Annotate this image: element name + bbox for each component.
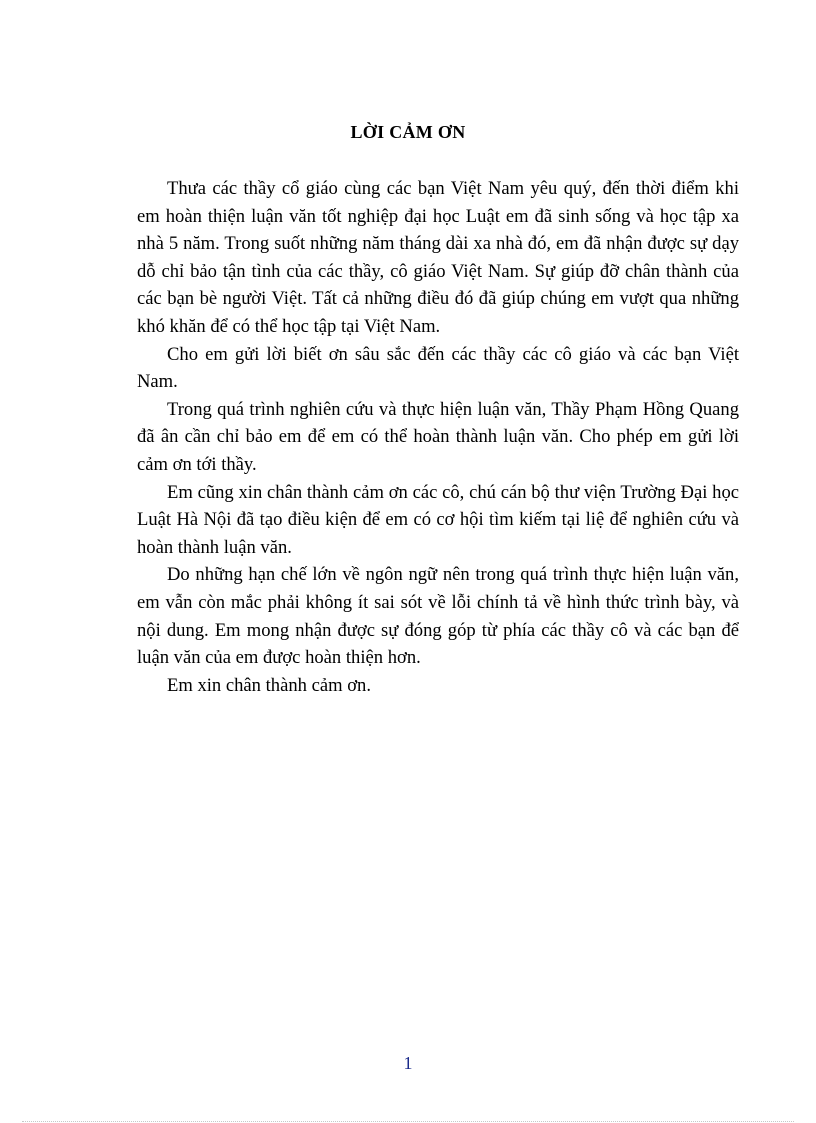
paragraph-6: Em xin chân thành cảm ơn. — [167, 674, 371, 696]
paragraph-5: Do những hạn chế lớn về ngôn ngữ nên trong quá trình thực hiện luận văn, em vẫn còn mắc phải không ít sai sót về lỗi chính tả về hình thức trình bày, và nội dung. Em mong nhận được sự đóng góp từ phía các thầy cô và các bạn để luận văn của em được hoàn thiện hơn. — [137, 564, 739, 669]
paragraph-1: Thưa các thầy cổ giáo cùng các bạn Việt Nam yêu quý, đến thời điểm khi em hoàn thiện luận văn tốt nghiệp đại học Luật em đã sinh sống và học tập xa nhà 5 năm. Trong suốt những năm tháng dài xa nhà đó, em đã nhận được sự dạy dỗ chỉ bảo tận tình của các thầy, cô giáo Việt Nam. Sự giúp đỡ chân thành của các bạn bè người Việt. Tất cả những điều đó đã giúp chúng em vượt qua những khó khăn để có thể học tập tại Việt Nam. — [137, 178, 739, 337]
paragraph-4: Em cũng xin chân thành cảm ơn các cô, chú cán bộ thư viện Trường Đại học Luật Hà Nội đã tạo điều kiện để em có cơ hội tìm kiếm tại liệ để nghiên cứu và hoàn thành luận văn. — [137, 481, 739, 558]
paragraph-2: Cho em gửi lời biết ơn sâu sắc đến các thầy các cô giáo và các bạn Việt Nam. — [137, 343, 739, 393]
page-number: 1 — [403, 1053, 413, 1073]
body-text — [137, 175, 739, 699]
page-bottom-divider — [22, 1121, 794, 1122]
page-title: LỜI CẢM ƠN — [350, 122, 466, 142]
paragraph-3: Trong quá trình nghiên cứu và thực hiện luận văn, Thầy Phạm Hồng Quang đã ân cần chỉ bảo em để em có thể hoàn thành luận văn. Cho phép em gửi lời cảm ơn tới thầy. — [137, 398, 739, 475]
